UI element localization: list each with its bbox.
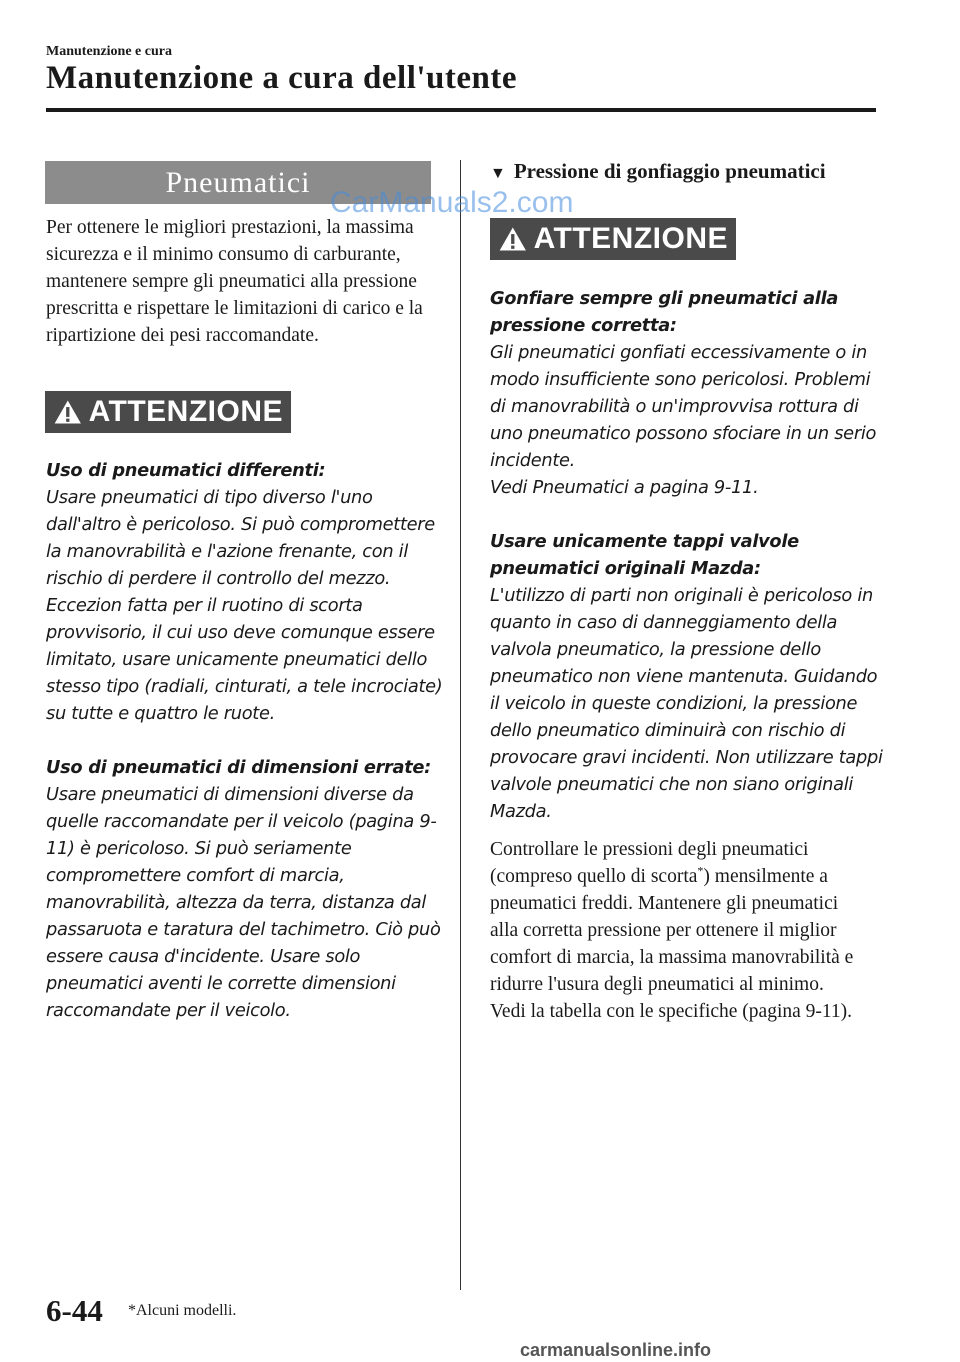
column-divider bbox=[460, 160, 461, 1290]
footnote: *Alcuni modelli. bbox=[128, 1302, 237, 1319]
warning-heading: Usare unicamente tappi valvole pneumatici originali Mazda: bbox=[490, 531, 799, 579]
site-watermark: carmanualsonline.info bbox=[520, 1340, 712, 1360]
warning-triangle-icon bbox=[53, 396, 83, 428]
watermark: CarManuals2.com bbox=[330, 186, 574, 219]
outro-text: ) mensilmente a pneumatici freddi. Mantenere gli pneumatici alla corretta pressione per ottenere il miglior comfort di marcia, la massima manovrabilità e ridurre l'usura degli pneumatici al minimo. bbox=[490, 866, 854, 995]
subsection-title bbox=[490, 159, 826, 184]
warning-text: L'utilizzo di parti non originali è pericoloso in quanto in caso di danneggiamento della valvola pneumatico, la pressione dello pneumatico non viene mantenuta. Guidando il veicolo in queste condizioni, la pressione dello pneumatico diminuirà con rischio di provocare gravi incidenti. Non utilizzare tappi valvole pneumatici che non siano originali Mazda. bbox=[490, 585, 883, 822]
warning-body bbox=[46, 457, 446, 1024]
footnote-marker: * bbox=[697, 863, 704, 878]
warning-heading: Uso di pneumatici di dimensioni errate: bbox=[46, 757, 431, 778]
warning-label: ATTENZIONE bbox=[88, 395, 283, 428]
warning-label: ATTENZIONE bbox=[533, 222, 728, 255]
warning-text: Usare pneumatici di dimensioni diverse da quelle raccomandate per il veicolo (pagina 9-11) è pericoloso. Si può seriamente compromettere comfort di marcia, manovrabilità, altezza da terra, distanza dal passaruota e taratura del tachimetro. Ciò può essere causa d'incidente. Usare solo pneumatici aventi le corrette dimensioni raccomandate per il veicolo. bbox=[46, 784, 441, 1021]
warning-text: Eccezion fatta per il ruotino di scorta provvisorio, il cui uso deve comunque essere limitato, usare unicamente pneumatici dello stesso tipo (radiali, cinturati, a tele incrociate) su tutte e quattro le ruote. bbox=[46, 595, 443, 724]
outro-text: Controllare le pressioni degli pneumatici (compreso quello di scorta bbox=[490, 839, 809, 887]
page-number: 6-44 bbox=[46, 1293, 103, 1328]
warning-banner bbox=[45, 391, 291, 433]
intro-paragraph: Per ottenere le migliori prestazioni, la massima sicurezza e il minimo consumo di carburante, mantenere sempre gli pneumatici alla pressione prescritta e rispettare le limitazioni di carico e la ripartizione dei pesi raccomandate. bbox=[46, 217, 423, 346]
section-title-bar: Pneumatici bbox=[45, 161, 431, 204]
warning-heading: Gonfiare sempre gli pneumatici alla pressione corretta: bbox=[490, 288, 839, 336]
running-header-section: Manutenzione e cura bbox=[46, 44, 172, 59]
warning-heading: Uso di pneumatici differenti: bbox=[46, 460, 326, 481]
warning-banner bbox=[490, 218, 736, 260]
page-title: Manutenzione a cura dell'utente bbox=[46, 60, 518, 96]
outro-paragraph bbox=[490, 836, 870, 1025]
header-rule bbox=[46, 108, 876, 112]
triangle-down-icon: ▼ bbox=[490, 165, 506, 182]
warning-triangle-icon bbox=[498, 223, 528, 255]
warning-body bbox=[490, 285, 890, 825]
subsection-title-text: Pressione di gonfiaggio pneumatici bbox=[513, 159, 826, 183]
warning-text: Vedi Pneumatici a pagina 9-11. bbox=[490, 477, 759, 498]
outro-text: Vedi la tabella con le specifiche (pagina 9-11). bbox=[490, 1001, 853, 1022]
warning-text: Usare pneumatici di tipo diverso l'uno dall'altro è pericoloso. Si può compromettere la manovrabilità e l'azione frenante, con il rischio di perdere il controllo del mezzo. bbox=[46, 487, 435, 589]
warning-text: Gli pneumatici gonfiati eccessivamente o in modo insufficiente sono pericolosi. Problemi di manovrabilità o un'improvvisa rottura di uno pneumatico possono sfociare in un serio incidente. bbox=[490, 342, 877, 471]
